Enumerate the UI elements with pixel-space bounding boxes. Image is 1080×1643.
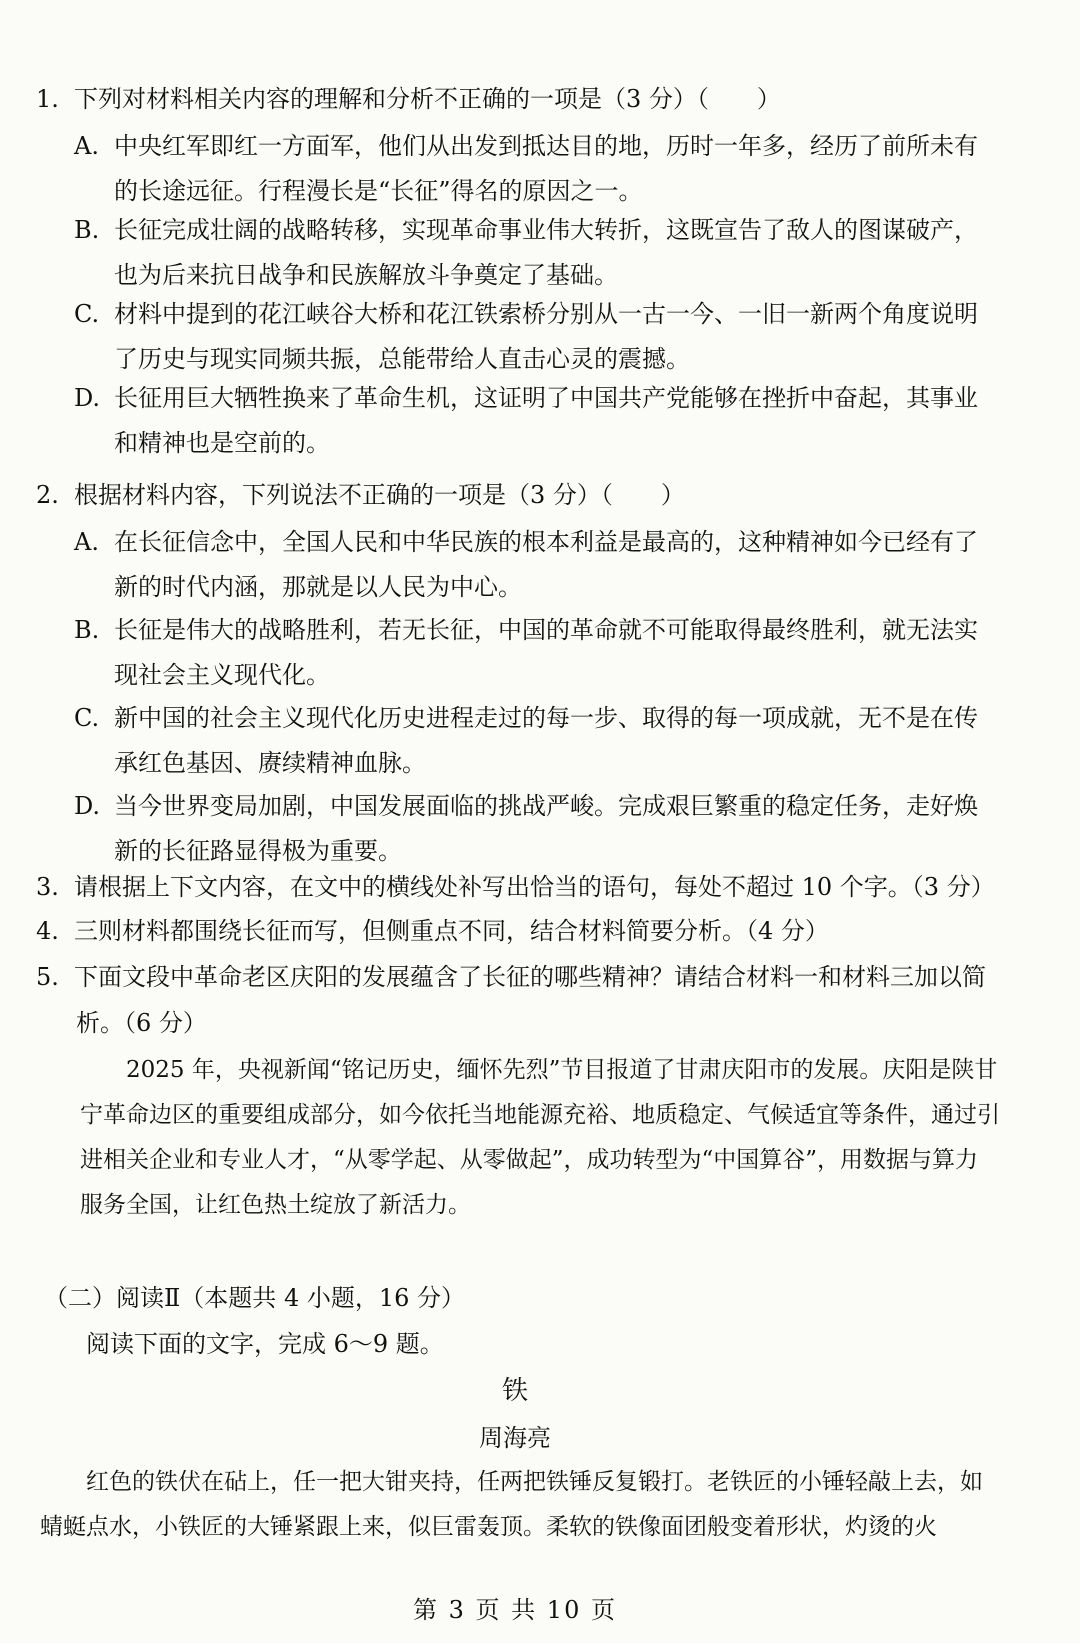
section-heading: （二）阅读Ⅱ（本题共 4 小题，16 分） xyxy=(44,1284,466,1312)
page-number-footer: 第 3 页 共 10 页 xyxy=(413,1596,617,1624)
option-text-line1: 材料中提到的花江峡谷大桥和花江铁索桥分别从一古一今、一旧一新两个角度说明 xyxy=(114,300,978,328)
option-1d xyxy=(74,378,978,458)
question-4 xyxy=(36,914,829,948)
question-1-stem xyxy=(36,82,781,116)
option-text-line2: 现社会主义现代化。 xyxy=(114,661,330,689)
option-letter: A. xyxy=(74,528,99,556)
q5-passage xyxy=(80,1048,1000,1228)
question-5 xyxy=(36,960,986,994)
question-number: 3. xyxy=(36,873,59,901)
option-2a xyxy=(74,522,978,602)
option-text-line2: 新的长征路显得极为重要。 xyxy=(114,837,402,865)
article-author: 周海亮 xyxy=(479,1424,551,1452)
question-text-line2: 析。（6 分） xyxy=(76,1009,207,1037)
option-letter: B. xyxy=(74,216,100,244)
option-text-line2: 的长途远征。行程漫长是“长征”得名的原因之一。 xyxy=(114,177,643,205)
option-text-line1: 在长征信念中，全国人民和中华民族的根本利益是最高的，这种精神如今已经有了 xyxy=(114,528,978,556)
question-3 xyxy=(36,870,995,904)
option-text-line1: 长征用巨大牺牲换来了革命生机，这证明了中国共产党能够在挫折中奋起，其事业 xyxy=(114,384,978,412)
question-2-stem xyxy=(36,478,685,512)
option-2d xyxy=(74,786,978,866)
question-5-line2 xyxy=(76,1006,207,1040)
option-1c xyxy=(74,294,978,374)
article-title: 铁 xyxy=(501,1376,528,1406)
question-number: 4. xyxy=(36,917,59,945)
question-number: 2. xyxy=(36,481,59,509)
option-text-line1: 中央红军即红一方面军，他们从出发到抵达目的地，历时一年多，经历了前所未有 xyxy=(114,132,978,160)
option-letter: B. xyxy=(74,616,100,644)
option-text-line2: 也为后来抗日战争和民族解放斗争奠定了基础。 xyxy=(114,261,618,289)
question-text: 三则材料都围绕长征而写，但侧重点不同，结合材料简要分析。（4 分） xyxy=(74,917,829,945)
option-2b xyxy=(74,610,978,690)
option-letter: D. xyxy=(74,384,101,412)
option-letter: D. xyxy=(74,792,101,820)
article-body xyxy=(40,1460,1000,1550)
option-1a xyxy=(74,126,978,206)
option-text-line2: 新的时代内涵，那就是以人民为中心。 xyxy=(114,573,522,601)
option-text-line2: 和精神也是空前的。 xyxy=(114,429,330,457)
option-text-line1: 当今世界变局加剧，中国发展面临的挑战严峻。完成艰巨繁重的稳定任务，走好焕 xyxy=(114,792,978,820)
option-text-line1: 长征完成壮阔的战略转移，实现革命事业伟大转折，这既宣告了敌人的图谋破产， xyxy=(114,216,978,244)
option-text-line1: 长征是伟大的战略胜利，若无长征，中国的革命就不可能取得最终胜利，就无法实 xyxy=(114,616,978,644)
question-text: 请根据上下文内容，在文中的横线处补写出恰当的语句，每处不超过 10 个字。（3 分） xyxy=(74,873,995,901)
question-text-line1: 下面文段中革命老区庆阳的发展蕴含了长征的哪些精神？请结合材料一和材料三加以简 xyxy=(74,963,986,991)
option-text-line1: 新中国的社会主义现代化历史进程走过的每一步、取得的每一项成就，无不是在传 xyxy=(114,704,978,732)
option-letter: C. xyxy=(74,300,100,328)
option-text-line2: 了历史与现实同频共振，总能带给人直击心灵的震撼。 xyxy=(114,345,690,373)
question-number: 1. xyxy=(36,85,59,113)
option-letter: C. xyxy=(74,704,100,732)
option-text-line2: 承红色基因、赓续精神血脉。 xyxy=(114,749,426,777)
passage-text: 2025 年，央视新闻“铭记历史，缅怀先烈”节目报道了甘肃庆阳市的发展。庆阳是陕甘宁革命边区的重要组成部分，如今依托当地能源充裕、地质稳定、气候适宜等条件，通过引进相关企业和专业人才，“从零学起、从零做起”，成功转型为“中国算谷”，用数据与算力服务全国，让红色热土绽放了新活力。 xyxy=(80,1057,1000,1218)
section-instruction: 阅读下面的文字，完成 6～9 题。 xyxy=(86,1330,444,1358)
option-2c xyxy=(74,698,978,778)
option-1b xyxy=(74,210,978,290)
question-text: 根据材料内容，下列说法不正确的一项是（3 分）（ ） xyxy=(74,481,685,509)
article-body-text: 红色的铁伏在砧上，任一把大钳夹持，任两把铁锤反复锻打。老铁匠的小锤轻敲上去，如蜻蜓点水，小铁匠的大锤紧跟上来，似巨雷轰顶。柔软的铁像面团般变着形状，灼烫的火 xyxy=(40,1469,983,1540)
option-letter: A. xyxy=(74,132,99,160)
question-number: 5. xyxy=(36,963,59,991)
question-text: 下列对材料相关内容的理解和分析不正确的一项是（3 分）（ ） xyxy=(74,85,781,113)
